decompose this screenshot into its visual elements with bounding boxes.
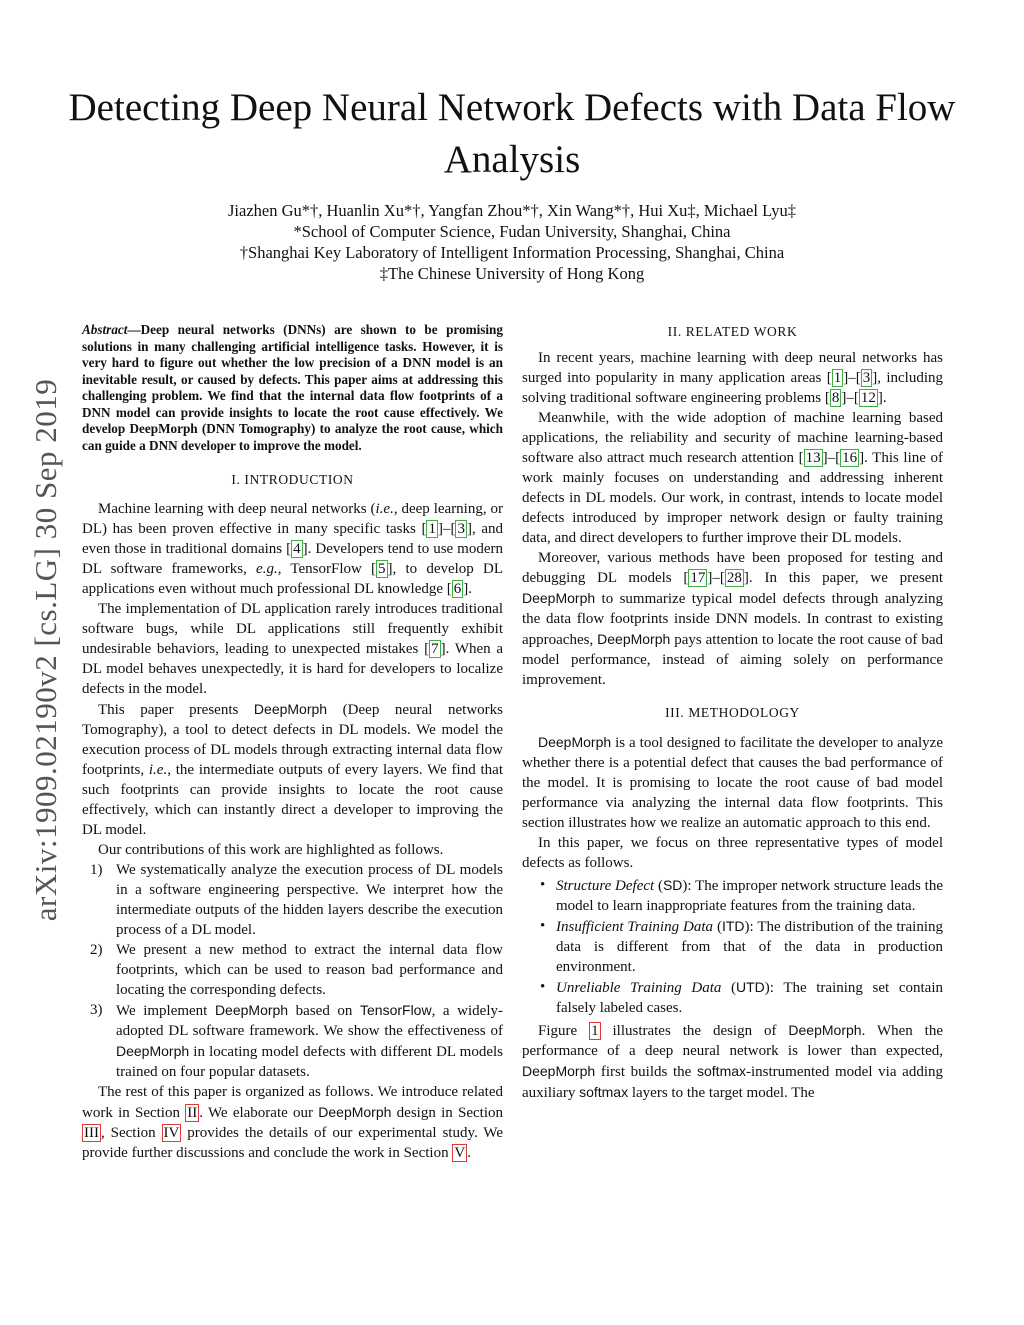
layer-name: softmax <box>697 1063 747 1079</box>
abstract-label: Abstract <box>82 322 128 337</box>
citation-link[interactable]: 6 <box>453 581 462 597</box>
section-heading-introduction: I. INTRODUCTION <box>231 472 354 487</box>
section-link[interactable]: II <box>187 1105 198 1121</box>
tool-name: DeepMorph <box>318 1104 392 1120</box>
arxiv-identifier: arXiv:1909.02190v2 [cs.LG] 30 Sep 2019 <box>28 378 63 922</box>
section-link[interactable]: V <box>454 1145 466 1161</box>
list-item: • Unreliable Training Data (UTD): The training set contain falsely labeled cases. <box>540 979 943 1016</box>
authors-line: Jiazhen Gu*†, Huanlin Xu*†, Yangfan Zhou*†, Xin Wang*†, Hui Xu‡, Michael Lyu‡ <box>227 201 796 220</box>
intro-paragraph-3: This paper presents DeepMorph (Deep neural networks Tomography), a tool to detect defects in DL models. We model the execution process of DL models through extracting internal data flow footprints, i.e., the intermediate outputs of every layers. We find that such footprints can provide insights to locate the root cause effectively, which can instantly direct a developer to improving the DL model. <box>82 701 503 838</box>
citation-link[interactable]: 1 <box>833 370 842 386</box>
tool-name: DeepMorph <box>214 1002 289 1018</box>
section-heading-methodology: III. METHODOLOGY <box>665 705 800 720</box>
defect-type-list <box>522 875 943 1018</box>
contribution-list <box>82 860 503 1082</box>
citation-link[interactable]: 1 <box>428 521 436 537</box>
related-paragraph-1: In recent years, machine learning with deep neural networks has surged into popularity in many application areas [ 1 ]–[ 3 ], including solving traditional software engineering problems [ 8 ]–[ 12 ]. <box>522 350 943 406</box>
affiliation-shanghai-lab: †Shanghai Key Laboratory of Intelligent Information Processing, Shanghai, China <box>239 243 785 262</box>
list-item: 1) We systematically analyze the execution process of DL models in a software engineering perspective. We interpret how the intermediate outputs of the hidden layers describe the execution process of a DL model. <box>90 862 503 938</box>
citation-link[interactable]: 5 <box>378 561 386 577</box>
framework-name: TensorFlow <box>360 1002 432 1018</box>
section-link[interactable]: III <box>84 1125 99 1141</box>
method-paragraph-3: Figure 1 illustrates the design of DeepMorph. When the performance of a deep neural network is lower than expected, DeepMorph first builds the softmax-instrumented model via adding auxiliary softmax layers to the target model. The <box>522 1022 943 1101</box>
section-heading-related-work: II. RELATED WORK <box>667 324 798 339</box>
intro-paragraph-5: The rest of this paper is organized as follows. We introduce related work in Section II . We elaborate our DeepMorph design in Section III , Section IV provides the details of our experimental study. We provide further discussions and conclude the work in Section V . <box>82 1084 503 1161</box>
related-paragraph-3: Moreover, various methods have been proposed for testing and debugging DL models [ 17 ]–[ 28 ]. In this paper, we present DeepMorph to summarize typical model defects through analyzing the data flow footprints inside DNN models. In contrast to existing approaches, DeepMorph pays attention to locate the root cause of bad model performance, instead of aiming solely on performance improvement. <box>522 550 943 688</box>
layer-name: softmax <box>579 1084 629 1100</box>
citation-link[interactable]: 13 <box>805 450 821 466</box>
list-item: 2) We present a new method to extract the internal data flow footprints, which can be used to reason bad performance and locating the corresponding defects. <box>90 942 503 998</box>
affiliation-cuhk: ‡The Chinese University of Hong Kong <box>379 264 645 283</box>
figure-link[interactable]: 1 <box>591 1023 599 1039</box>
citation-link[interactable]: 7 <box>431 641 439 657</box>
tool-name: DeepMorph <box>538 734 612 750</box>
method-paragraph-2: In this paper, we focus on three representative types of model defects as follows. <box>522 835 943 871</box>
tool-name: DeepMorph <box>522 590 596 606</box>
tool-name: DeepMorph <box>788 1022 862 1038</box>
citation-link[interactable]: 3 <box>862 370 871 386</box>
intro-paragraph-2: The implementation of DL application rarely introduces traditional software bugs, while DL applications still frequently exhibit undesirable behaviors, leading to unexpected mistakes [ 7 ]. When a DL model behaves unexpectedly, it is hard for developers to localize defects in the model. <box>82 601 504 697</box>
intro-paragraph-1: Machine learning with deep neural networks (i.e., deep learning, or DL) has been proven effective in many specific tasks [ 1 ]–[ 3 ], and even those in traditional domains [ 4 ]. Developers tend to use modern DL software frameworks, e.g., TensorFlow [ 5 ], to develop DL applications even without much professional DL knowledge [ 6 ]. <box>82 501 504 597</box>
citation-link[interactable]: 17 <box>690 570 706 586</box>
left-column <box>82 322 503 1163</box>
list-item: 3) We implement DeepMorph based on TensorFlow, a widely-adopted DL software framework. We show the effectiveness of DeepMorph in locating model defects with different DL models trained on four popular datasets. <box>90 1002 503 1080</box>
abstract-text: —Deep neural networks (DNNs) are shown to be promising solutions in many challenging artificial intelligence tasks. However, it is very hard to figure out whether the low precision of a DNN model is an inevitable result, or caused by defects. This paper aims at addressing this challenging problem. We find that the internal data flow footprints of a DNN model can provide insights to locate the root cause effectively. We develop DeepMorph (DNN Tomography) to analyze the root cause, which can guide a DNN developer to improve the model. <box>82 322 503 453</box>
tool-name: DeepMorph <box>253 701 328 717</box>
affiliation-fudan: *School of Computer Science, Fudan University, Shanghai, China <box>293 222 731 241</box>
citation-link[interactable]: 12 <box>860 390 876 406</box>
tool-name: DeepMorph <box>522 1063 596 1079</box>
intro-paragraph-4: Our contributions of this work are highlighted as follows. <box>98 842 444 858</box>
author-block <box>60 200 964 284</box>
list-item: • Structure Defect (SD): The improper network structure leads the model to learn inappropriate features from the training data. <box>540 877 943 914</box>
citation-link[interactable]: 8 <box>831 390 840 406</box>
tool-name: DeepMorph <box>116 1043 190 1059</box>
related-paragraph-2: Meanwhile, with the wide adoption of machine learning based applications, the reliability and security of machine learning-based software also attract much research attention [ 13 ]–[ 16 ]. This line of work mainly focuses on understanding and addressing inherent defects in DL models. Our work, in contrast, intends to locate model defects introduced by improper network design or faulty training data, and direct developers to further improve their DL models. <box>522 410 943 546</box>
citation-link[interactable]: 28 <box>726 570 742 586</box>
abstract <box>82 322 503 454</box>
citation-link[interactable]: 4 <box>293 541 301 557</box>
tool-name: DeepMorph <box>597 631 671 647</box>
method-paragraph-1: DeepMorph is a tool designed to facilitate the developer to analyze whether there is a potential defect that causes the bad performance of the model. It is promising to locate the root cause of bad model performance via analyzing the internal data flow footprints. This section illustrates how we realize an automatic approach to this end. <box>522 734 943 831</box>
section-link[interactable]: IV <box>163 1125 180 1141</box>
right-column <box>522 322 943 1103</box>
paper-title: Detecting Deep Neural Network Defects with Data Flow Analysis <box>68 86 956 181</box>
list-item: • Insufficient Training Data (ITD): The distribution of the training data is different from that of the data in production environment. <box>540 918 943 975</box>
citation-link[interactable]: 16 <box>842 450 858 466</box>
citation-link[interactable]: 3 <box>457 521 465 537</box>
